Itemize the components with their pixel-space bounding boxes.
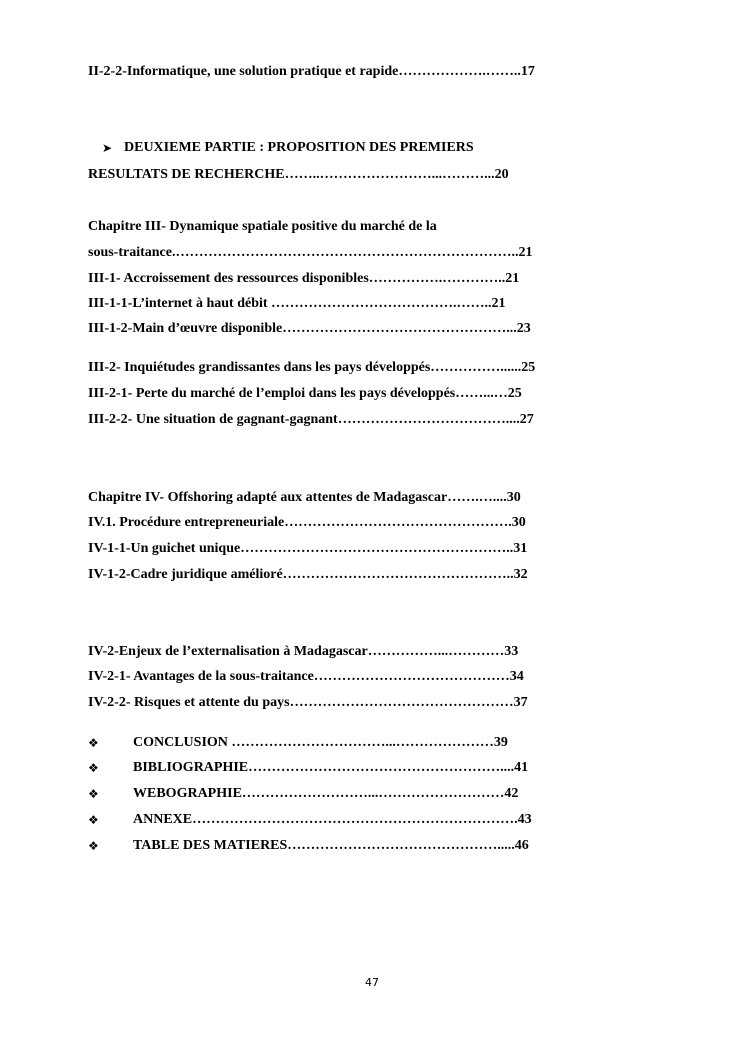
toc-entry-iv-1-2: IV-1-2-Cadre juridique amélioré…………………………………………..32 (88, 567, 528, 582)
toc-entry-iii-2: III-2- Inquiétudes grandissantes dans les pays développés……………......25 (88, 360, 536, 375)
toc-entry-conclusion: CONCLUSION ……………………………...…………………39 (133, 735, 508, 750)
toc-entry-ii-2-2: II-2-2-Informatique, une solution pratique et rapide……………….……..17 (88, 64, 535, 79)
toc-entry-webographie: WEBOGRAPHIE………………………...………………………42 (133, 786, 519, 801)
toc-entry-iii-1: III-1- Accroissement des ressources disponibles…………….…………..21 (88, 271, 520, 286)
toc-entry-iii-1-2: III-1-2-Main d’œuvre disponible…………………………………………...23 (88, 321, 531, 336)
toc-entry-iii-1-1: III-1-1-L’internet à haut débit ………………………………….……..21 (88, 296, 506, 311)
toc-entry-iv-1: IV.1. Procédure entrepreneuriale………………………………………….30 (88, 515, 526, 530)
chapter-three-heading-cont: sous-traitance.………………………………………………………………..21 (88, 245, 533, 260)
toc-entry-iii-2-1: III-2-1- Perte du marché de l’emploi dans les pays développés……...…25 (88, 386, 522, 401)
chapter-three-heading: Chapitre III- Dynamique spatiale positive du marché de la (88, 219, 437, 234)
page-number: 47 (365, 976, 379, 989)
diamond-bullet-icon: ❖ (88, 761, 99, 775)
toc-entry-iii-2-2: III-2-2- Une situation de gagnant-gagnant………………………………....27 (88, 412, 534, 427)
diamond-bullet-icon: ❖ (88, 736, 99, 750)
chapter-four-heading: Chapitre IV- Offshoring adapté aux attentes de Madagascar…….…....30 (88, 490, 521, 505)
toc-entry-table-des-matieres: TABLE DES MATIERES……………………………………….....46 (133, 838, 529, 853)
toc-entry-bibliographie: BIBLIOGRAPHIE………………………………………………....41 (133, 760, 529, 775)
toc-entry-iv-2: IV-2-Enjeux de l’externalisation à Madagascar……………...…………33 (88, 644, 519, 659)
toc-entry-iv-1-1: IV-1-1-Un guichet unique…………………………………………………..31 (88, 541, 528, 556)
part-two-heading: DEUXIEME PARTIE : PROPOSITION DES PREMIERS (124, 140, 474, 155)
toc-entry-annexe: ANNEXE…………………………………………………………….43 (133, 812, 532, 827)
toc-entry-iv-2-2: IV-2-2- Risques et attente du pays…………………………………………37 (88, 695, 528, 710)
part-two-heading-cont: RESULTATS DE RECHERCHE……..……………………...………...20 (88, 167, 509, 182)
diamond-bullet-icon: ❖ (88, 787, 99, 801)
diamond-bullet-icon: ❖ (88, 813, 99, 827)
toc-entry-iv-2-1: IV-2-1- Avantages de la sous-traitance……………………………………34 (88, 669, 524, 684)
diamond-bullet-icon: ❖ (88, 839, 99, 853)
arrow-bullet-icon: ➤ (102, 141, 113, 155)
